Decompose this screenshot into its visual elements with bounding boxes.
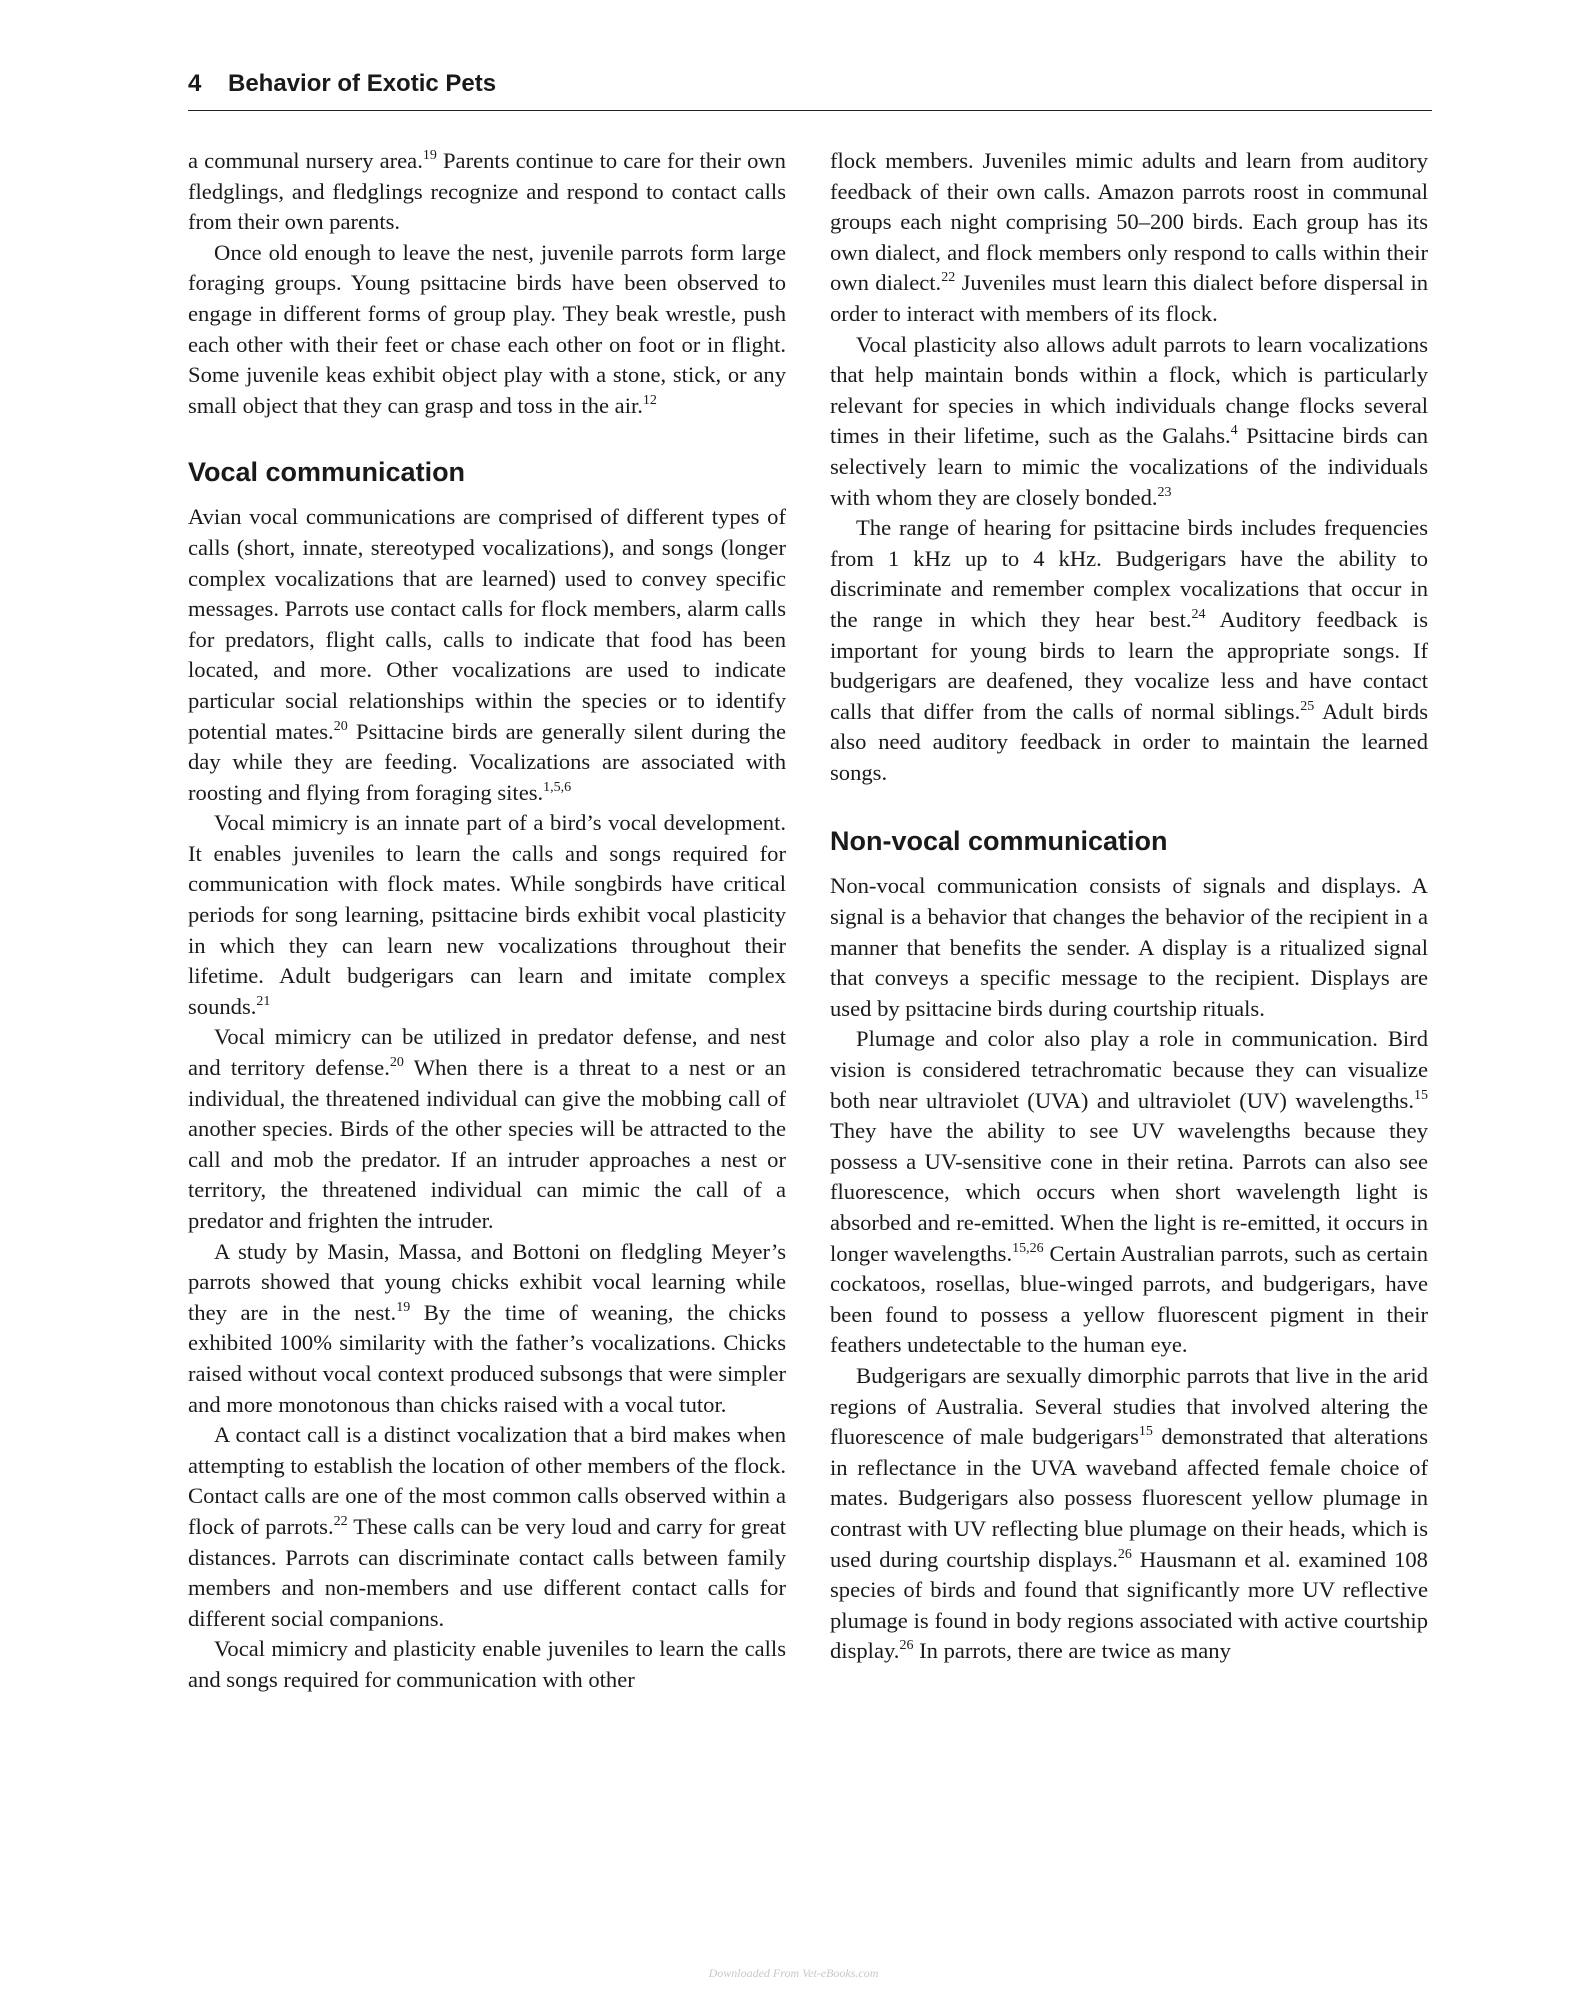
paragraph: a communal nursery area.$^{19}$ Parents continue to care for their own fledglings, and fledglings recognize and respond to contact calls from their own parents. bbox=[188, 148, 786, 235]
citation: 23 bbox=[1157, 484, 1172, 500]
right-column bbox=[830, 146, 1428, 1667]
paragraph: A contact call is a distinct vocalization that a bird makes when attempting to establish the location of other members of the flock. Contact calls are one of the most common calls observed within a flock of parrots.$^{22}$ These calls can be very loud and carry for great distances. Parrots can discriminate contact calls between family members and non-members and use different contact calls for different social companions. bbox=[188, 1422, 786, 1631]
left-column bbox=[188, 146, 786, 1696]
citation: 26 bbox=[1117, 1546, 1132, 1562]
paragraph: Plumage and color also play a role in communication. Bird vision is considered tetrachromatic because they can visualize both near ultraviolet (UVA) and ultraviolet (UV) wavelengths.$^{15}$ They have the ability to see UV wavelengths because they possess a UV-sensitive cone in their retina. Parrots can also see fluorescence, which occurs when short wavelength light is absorbed and re-emitted. When the light is re-emitted, it occurs in longer wavelengths.$^{15,26}$ Certain Australian parrots, such as certain cockatoos, rosellas, blue-winged parrots, and budgerigars, have been found to possess a yellow fluorescent pigment in their feathers undetectable to the human eye. bbox=[830, 1026, 1428, 1358]
citation: 21 bbox=[256, 993, 271, 1009]
running-head bbox=[188, 66, 1432, 111]
citation: 12 bbox=[642, 392, 657, 408]
citation: 4 bbox=[1230, 423, 1238, 439]
citation: 15 bbox=[1414, 1087, 1428, 1103]
paragraph: Vocal plasticity also allows adult parrots to learn vocalizations that help maintain bonds within a flock, which is particularly relevant for species in which individuals change flocks several times in their lifetime, such as the Galahs.$^4$ Psittacine birds can selectively learn to mimic the vocalizations of the individuals with whom they are closely bonded.$^{23}$ bbox=[830, 331, 1428, 510]
paragraph: Vocal mimicry can be utilized in predator defense, and nest and territory defense.$^{20}$ When there is a threat to a nest or an individual, the threatened individual can give the mobbing call of another species. Birds of the other species will be attracted to the call and mob the predator. If an intruder approaches a nest or territory, the threatened individual can mimic the call of a predator and frighten the intruder. bbox=[188, 1024, 786, 1233]
paragraph: A study by Masin, Massa, and Bottoni on fledgling Meyer’s parrots showed that young chicks exhibit vocal learning while they are in the nest.$^{19}$ By the time of weaning, the chicks exhibited 100% similarity with the father’s vocalizations. Chicks raised without vocal context produced subsongs that were simpler and more monotonous than chicks raised with a vocal tutor. bbox=[188, 1238, 786, 1417]
paragraph: Non-vocal communication consists of signals and displays. A signal is a behavior that changes the behavior of the recipient in a manner that benefits the sender. A display is a ritualized signal that conveys a specific message to the recipient. Displays are used by psittacine birds during courtship rituals. bbox=[830, 873, 1428, 1021]
running-title: Behavior of Exotic Pets bbox=[228, 70, 497, 97]
watermark: Downloaded From Vet-eBooks.com bbox=[708, 1966, 879, 1980]
paragraph: Budgerigars are sexually dimorphic parrots that live in the arid regions of Australia. Several studies that involved altering the fluorescence of male budgerigars$^{15}$ demonstrated that alterations in reflectance in the UVA waveband affected female choice of mates. Budgerigars also possess fluorescent yellow plumage in contrast with UV reflecting blue plumage on their heads, which is used during courtship displays.$^{26}$ Hausmann et al. examined 108 species of birds and found that significantly more UV reflective plumage is found in body regions associated with active courtship display.$^{26}$ In parrots, there are twice as many bbox=[830, 1362, 1428, 1664]
citation: 22 bbox=[333, 1513, 348, 1529]
section-heading-nonvocal: Non-vocal communication bbox=[830, 826, 1168, 857]
citation: 19 bbox=[396, 1299, 411, 1315]
paragraph: flock members. Juveniles mimic adults and learn from auditory feedback of their own calls. Amazon parrots roost in communal groups each night comprising 50–200 birds. Each group has its own dialect, and flock members only respond to calls within their own dialect.$^{22}$ Juveniles must learn this dialect before dispersal in order to interact with members of its flock. bbox=[830, 148, 1429, 326]
citation: 15 bbox=[1138, 1424, 1153, 1440]
paragraph: Avian vocal communications are comprised of different types of calls (short, innate, stereotyped vocalizations), and songs (longer complex vocalizations that are learned) used to convey specific messages. Parrots use contact calls for flock members, alarm calls for predators, flight calls, calls to indicate that food has been located, and more. Other vocalizations are used to indicate particular social relationships within the species or to identify potential mates.$^{20}$ Psittacine birds are generally silent during the day while they are feeding. Vocalizations are associated with roosting and flying from foraging sites.$^{1,5,6}$ bbox=[188, 504, 786, 805]
citation: 25 bbox=[1300, 698, 1315, 714]
paragraph: Once old enough to leave the nest, juvenile parrots form large foraging groups. Young psittacine birds have been observed to engage in different forms of group play. They beak wrestle, push each other with their feet or chase each other on foot or in flight. Some juvenile keas exhibit object play with a stone, stick, or any small object that they can grasp and toss in the air.$^{12}$ bbox=[188, 239, 786, 418]
citation: 1,5,6 bbox=[543, 779, 572, 795]
paragraph: The range of hearing for psittacine birds includes frequencies from 1 kHz up to 4 kHz. Budgerigars have the ability to discriminate and remember complex vocalizations that occur in the range in which they hear best.$^{24}$ Auditory feedback is important for young birds to learn the appropriate songs. If budgerigars are deafened, they vocalize less and have contact calls that differ from the calls of normal siblings.$^{25}$ Adult birds also need auditory feedback in order to maintain the learned songs. bbox=[830, 515, 1429, 785]
section-heading-vocal: Vocal communication bbox=[188, 457, 466, 488]
citation: 20 bbox=[389, 1055, 404, 1071]
citation: 20 bbox=[333, 718, 348, 734]
paragraph: Vocal mimicry is an innate part of a bird’s vocal development. It enables juveniles to learn the calls and songs required for communication with flock mates. While songbirds have critical periods for song learning, psittacine birds exhibit vocal plasticity in which they can learn new vocalizations throughout their lifetime. Adult budgerigars can learn and imitate complex sounds.$^{21}$ bbox=[188, 810, 786, 1019]
citation: 26 bbox=[899, 1638, 914, 1654]
citation: 24 bbox=[1191, 606, 1206, 622]
citation: 19 bbox=[422, 148, 437, 163]
citation: 22 bbox=[941, 270, 956, 286]
page-number: 4 bbox=[188, 70, 202, 97]
citation: 15,26 bbox=[1012, 1240, 1044, 1256]
paragraph: Vocal mimicry and plasticity enable juveniles to learn the calls and songs required for communication with other bbox=[188, 1636, 786, 1692]
